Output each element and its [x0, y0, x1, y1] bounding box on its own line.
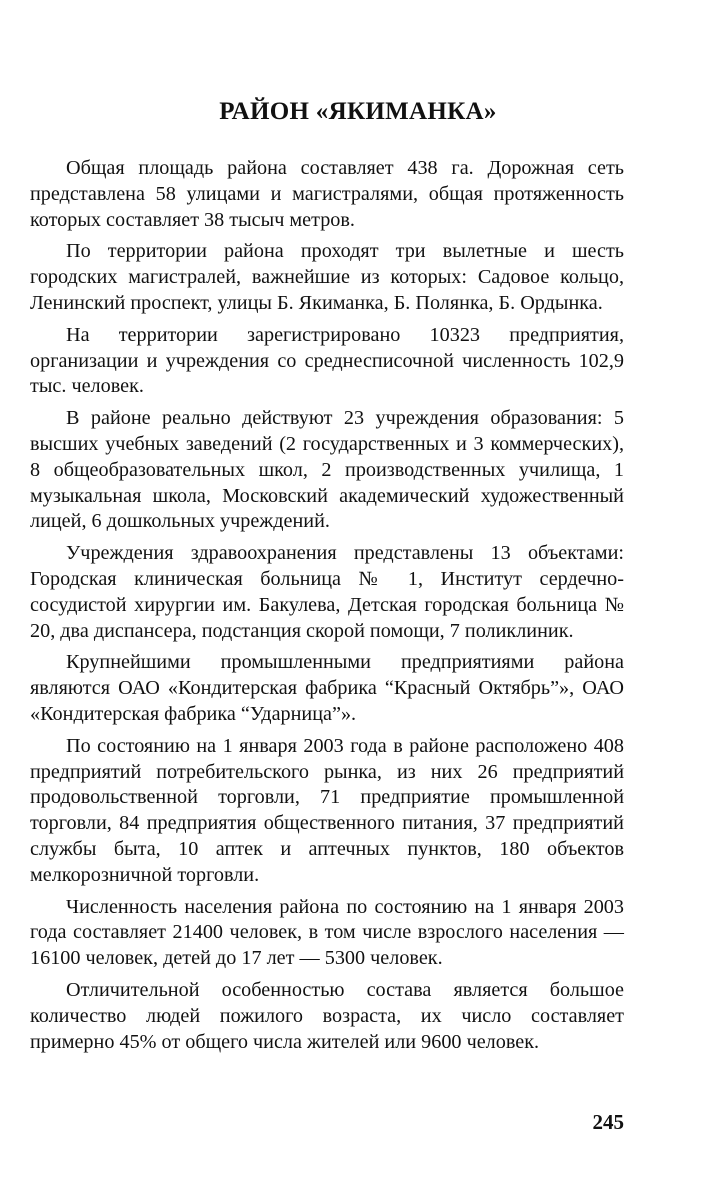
body-text [30, 156, 624, 1061]
page-number: 245 [592, 1110, 624, 1134]
paragraph-industry: Крупнейшими промышленными предприятиями района являются ОАО «Кондитерская фабрика “Красный Октябрь”», ОАО «Кондитерская фабрика “Ударница”». [30, 651, 624, 725]
paragraph-education: В районе реально действуют 23 учреждения образования: 5 высших учебных заведений (2 государственных и 3 коммерческих), 8 общеобразовательных школ, 2 производственных училища, 1 музыкальная школа, Московский академический художественный лицей, 6 дошкольных учреждений. [30, 407, 624, 533]
paragraph-healthcare: Учреждения здравоохранения представлены 13 объектами: Городская клиническая больница № 1, Институт сердечно-сосудистой хирургии им. Бакулева, Детская городская больница № 20, два диспансера, подстанция скорой помощи, 7 поликлиник. [30, 542, 624, 642]
paragraph-area: Общая площадь района составляет 438 га. Дорожная сеть представлена 58 улицами и магистралями, общая протяженность которых составляет 38 тысыч метров. [30, 157, 624, 231]
paragraph-consumer-market: По состоянию на 1 января 2003 года в районе расположено 408 предприятий потребительского рынка, из них 26 предприятий продовольственной торговли, 71 предприятие промышленной торговли, 84 предприятия общественного питания, 37 предприятий службы быта, 10 аптек и аптечных пунктов, 180 объектов мелкорозничной торговли. [30, 734, 624, 886]
paragraph-elderly: Отличительной особенностью состава является большое количество людей пожилого возраста, их число составляет примерно 45% от общего числа жителей или 9600 человек. [30, 978, 624, 1053]
paragraph-enterprises: На территории зарегистрировано 10323 предприятия, организации и учреждения со среднесписочной численность 102,9 тыс. человек. [30, 323, 624, 398]
paragraph-population: Численность населения района по состоянию на 1 января 2003 года составляет 21400 человек, в том числе взрослого населения — 16100 человек, детей до 17 лет — 5300 человек. [30, 895, 624, 970]
page-title: РАЙОН «ЯКИМАНКА» [219, 98, 497, 125]
paragraph-roads: По территории района проходят три вылетные и шесть городских магистралей, важнейшие из которых: Садовое кольцо, Ленинский проспект, улицы Б. Якиманка, Б. Полянка, Б. Ордынка. [30, 240, 624, 314]
